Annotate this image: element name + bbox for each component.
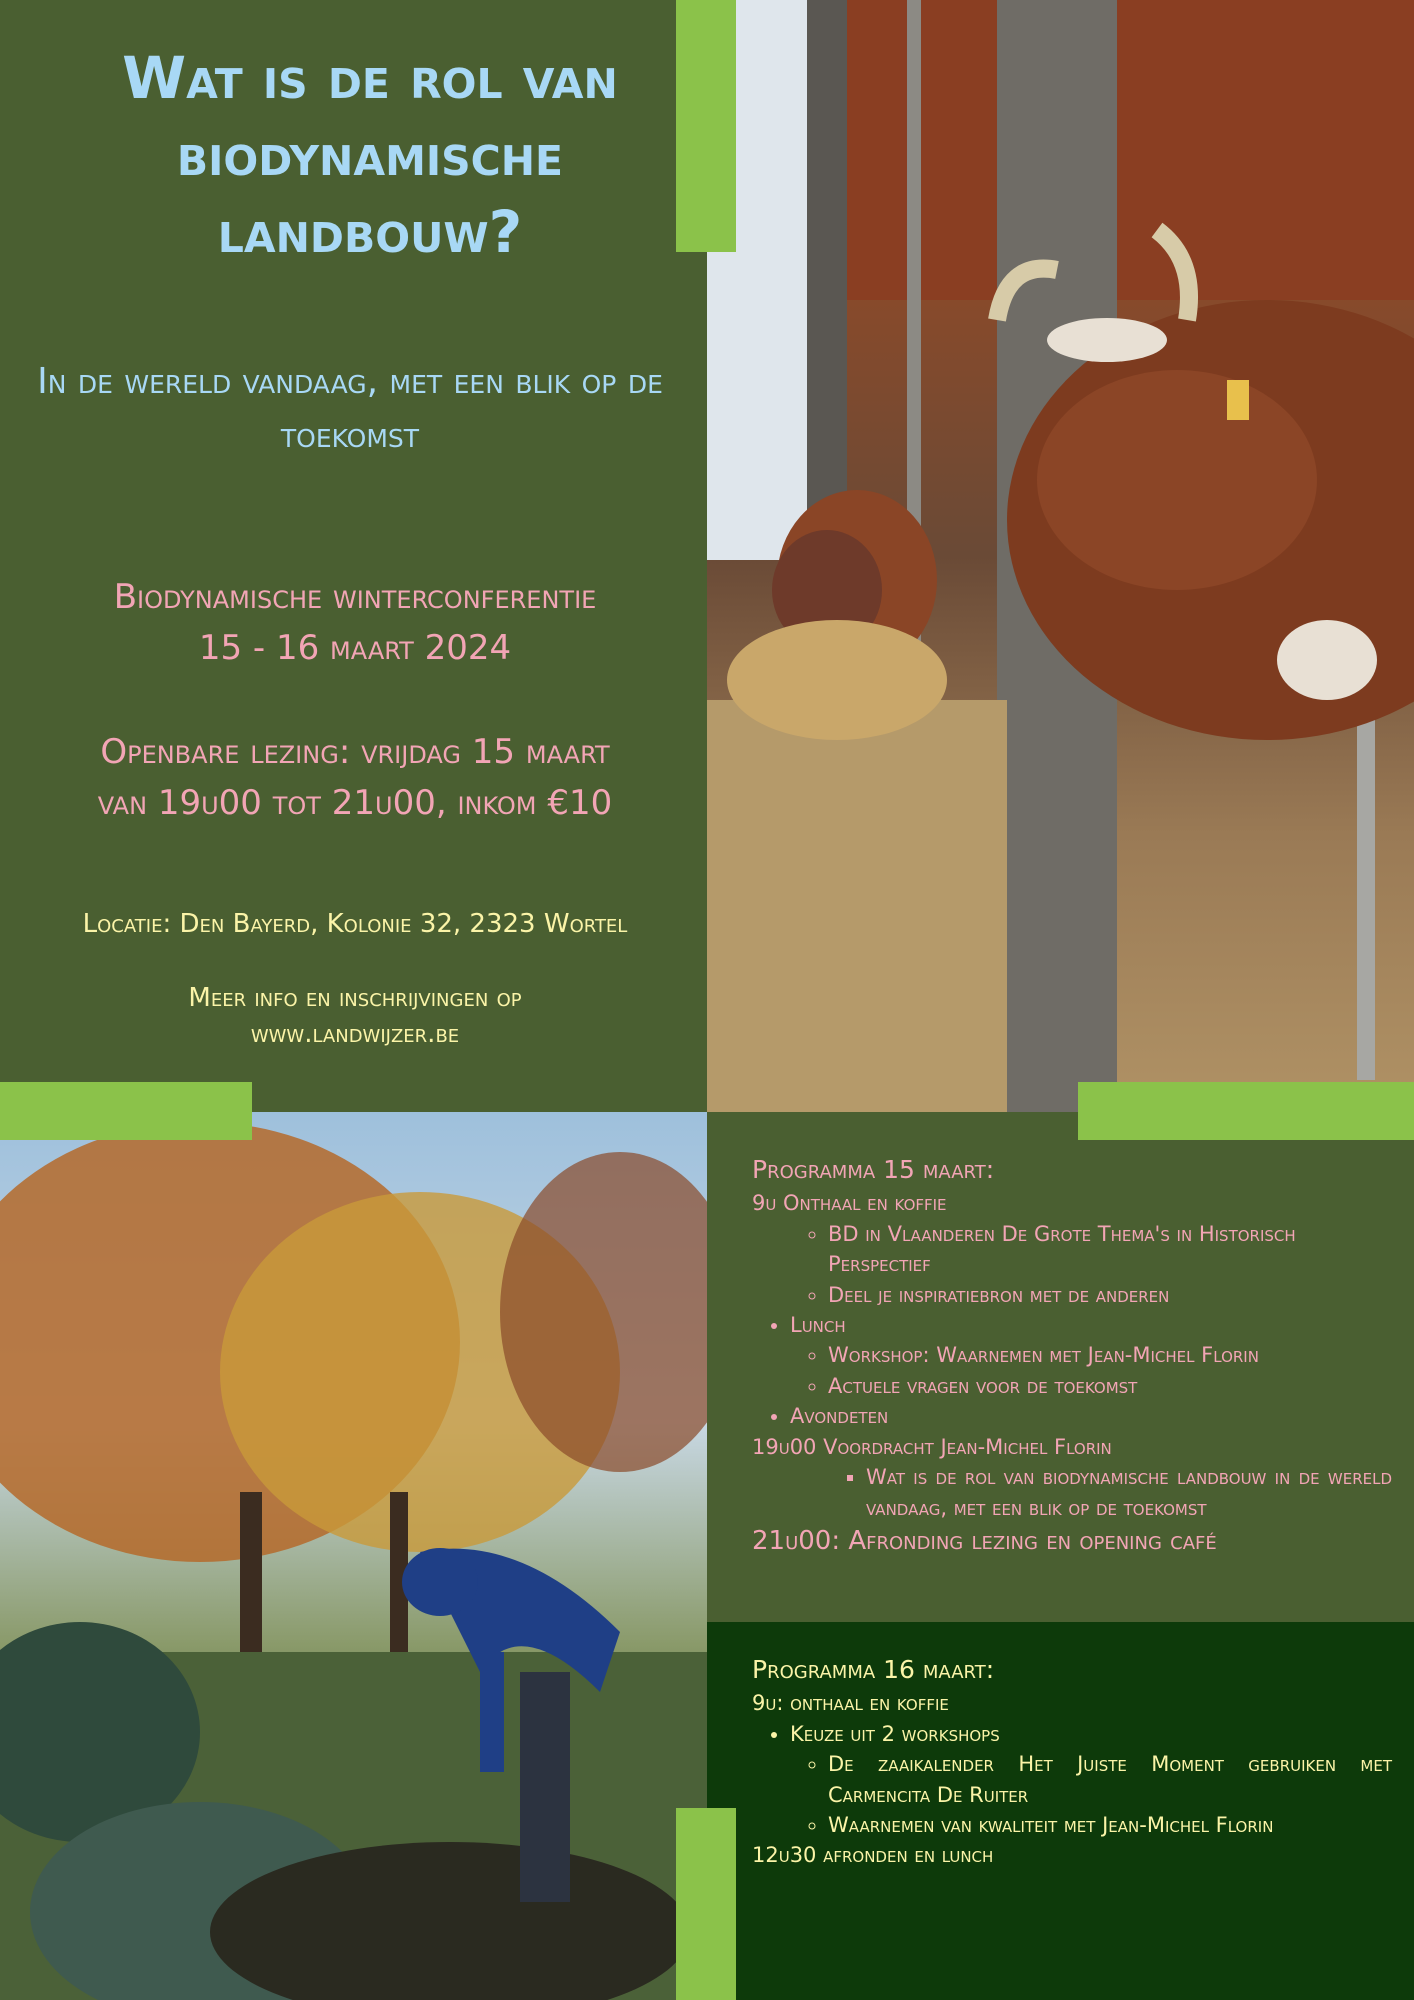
- accent-bar-right: [1078, 1082, 1414, 1140]
- cow-illustration: [707, 0, 1414, 1112]
- conference-dates: 15 - 16 maart 2024: [198, 628, 512, 668]
- accent-bar-left: [0, 1082, 252, 1140]
- list-item: ◦ De zaaikalender Het Juiste Moment gebruiken met Carmencita De Ruiter: [828, 1749, 1392, 1810]
- program-16: [752, 1652, 1392, 1871]
- lecture-info: [10, 727, 700, 829]
- website-link[interactable]: www.landwijzer.be: [250, 1019, 460, 1050]
- location: Locatie: Den Bayerd, Kolonie 32, 2323 Wortel: [82, 909, 628, 939]
- list-item: ◦ Workshop: Waarnemen met Jean-Michel Florin: [828, 1340, 1392, 1370]
- program-15: [752, 1152, 1392, 1561]
- program-15-welcome: 9u Onthaal en koffie: [752, 1191, 947, 1216]
- program-15-evening: 19u00 Voordracht Jean-Michel Florin: [752, 1434, 1112, 1459]
- lecture-line-1: Openbare lezing: vrijdag 15 maart: [100, 732, 610, 772]
- program-15-heading: Programma 15 maart:: [752, 1155, 995, 1184]
- list-item: ◦ Waarnemen van kwaliteit met Jean-Michel Florin: [828, 1810, 1392, 1840]
- list-item: ◦ Deel je inspiratiebron met de anderen: [828, 1280, 1392, 1310]
- accent-bar-bottom: [676, 1808, 736, 2000]
- more-info-line-1: Meer info en inschrijvingen op: [188, 983, 522, 1013]
- conference-info: [10, 572, 700, 674]
- list-item: • Lunch: [790, 1310, 1392, 1340]
- poster-title: Wat is de rol van biodynamische landbouw?: [122, 44, 618, 267]
- list-item: • Avondeten: [790, 1401, 1392, 1431]
- more-info: [10, 980, 700, 1053]
- cow-photo: [707, 0, 1414, 1112]
- gardener-illustration: [0, 1112, 707, 2000]
- list-item: • Keuze uit 2 workshops: [790, 1719, 1392, 1749]
- poster-subtitle: In de wereld vandaag, met een blik op de toekomst: [37, 361, 663, 456]
- program-16-welcome: 9u: onthaal en koffie: [752, 1691, 949, 1716]
- program-16-heading: Programma 16 maart:: [752, 1655, 995, 1684]
- conference-name: Biodynamische winterconferentie: [113, 577, 597, 617]
- program-16-closing: 12u30 afronden en lunch: [752, 1843, 994, 1868]
- list-item: ◦ BD in Vlaanderen De Grote Thema's in Historisch Perspectief: [828, 1219, 1392, 1280]
- lecture-line-2: van 19u00 tot 21u00, inkom €10: [97, 783, 613, 823]
- garden-photo: [0, 1112, 707, 2000]
- program-15-closing: 21u00: Afronding lezing en opening café: [752, 1526, 1217, 1557]
- list-item: ◦ Actuele vragen voor de toekomst: [828, 1371, 1392, 1401]
- list-item: ▪ Wat is de rol van biodynamische landbouw in de wereld vandaag, met een blik op de toekomst: [866, 1462, 1392, 1523]
